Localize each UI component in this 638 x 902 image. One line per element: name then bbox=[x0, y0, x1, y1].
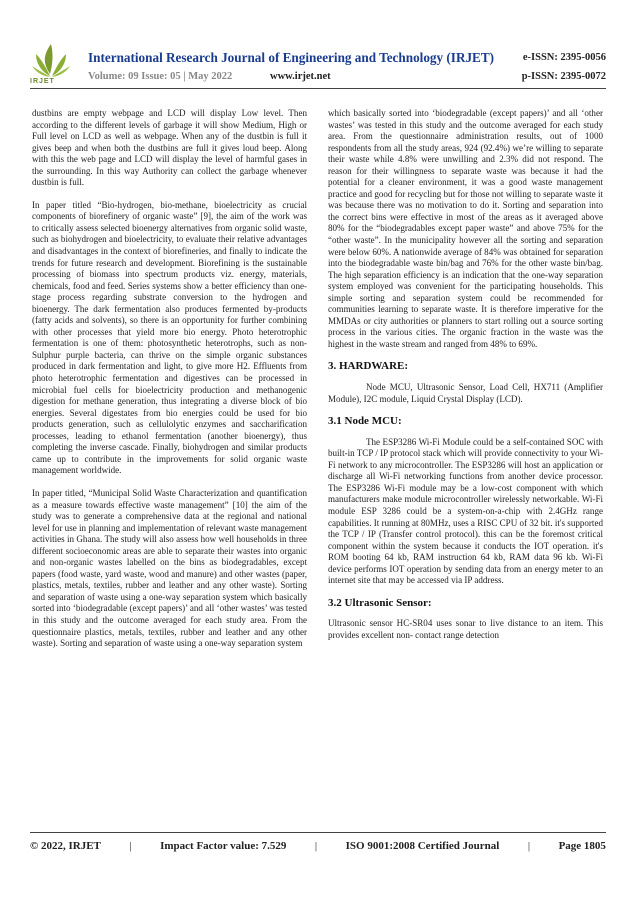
right-column bbox=[328, 108, 603, 652]
copyright: © 2022, IRJET bbox=[30, 840, 101, 852]
paragraph: The ESP3286 Wi-Fi Module could be a self-contained SOC with built-in TCP / IP protocol stack which will provide connectivity to your Wi-Fi network to any microcontroller. The ESP3286 will host an application or discharge all Wi-Fi networking functions from another device processor. The ESP3286 Wi-Fi module may be a low-cost component with which manufacturers make module microcontroller wirelessly networkable. Wi-Fi module ESP 3286 could be a system-on-a-chip with 2.4GHz range capabilities. It running at 80MHz, uses a RISC CPU of 32 bit. it's supported the TCP / IP (Transfer control protocol). this can be the foremost critical component within the system because it conducts the IOT operation. it's ROM booting 64 kb, RAM instruction 64 kb, RAM data 96 kb. Wi-Fi device performs IOT operation by sending data from an energy meter to an internet site that may be accessed via IP address. bbox=[328, 436, 603, 586]
impact-factor: Impact Factor value: 7.529 bbox=[160, 840, 287, 852]
footer-separator: | bbox=[527, 840, 531, 852]
footer bbox=[30, 840, 606, 852]
section-heading-ultrasonic: 3.2 Ultrasonic Sensor: bbox=[328, 596, 432, 609]
p-issn: p-ISSN: 2395-0072 bbox=[521, 71, 606, 82]
footer-divider bbox=[30, 832, 606, 833]
header-divider bbox=[30, 88, 606, 89]
paragraph: In paper titled, “Municipal Solid Waste Characterization and quantification as a measure towards effective waste management” [10] the aim of the study was to generate a comprehensive data at the regional and national level for use in planning and implementation of relevant waste management activities in Ghana. The study will also assess how well households in three different socioeconomic areas are able to separate their wastes into organic and non-organic wastes labelled on the bins as biodegradables, except papers (food waste, yard waste, wood and manure) and other wastes (paper, plastics, metals, textiles, rubber and leather and any other waste). Sorting and separation of waste using a one-way separation system which basically sorted into ‘biodegradable (except papers)’ and all ‘other wastes’ was tested in this study and the outcome averaged for each study area. From the questionnaire plastics, metals, textiles, rubber and leather and any other waste). Sorting and separation of waste using a one-way separation system bbox=[32, 487, 307, 649]
section-heading-hardware: 3. HARDWARE: bbox=[328, 360, 409, 373]
e-issn: e-ISSN: 2395-0056 bbox=[522, 52, 606, 63]
website-link[interactable]: www.irjet.net bbox=[270, 71, 331, 82]
paragraph: dustbins are empty webpage and LCD will display Low level. Then according to the different levels of garbage it will show Medium, High or Full level on LCD as well as webpage. When any of the dustbin is full it gives beep and when both the dustbins are full it gives loud beep. Along with this the web page and LCD will display the level of harmful gases in the surrounding. In this way Authority can collect the garbage whenever dustbin is full. bbox=[32, 108, 307, 188]
iso-certification: ISO 9001:2008 Certified Journal bbox=[345, 840, 500, 852]
page-number: Page 1805 bbox=[558, 840, 606, 852]
volume-issue: Volume: 09 Issue: 05 | May 2022 bbox=[88, 71, 233, 82]
paragraph: which basically sorted into ‘biodegradable (except papers)’ and all ‘other wastes’ was tested in this study and the outcome averaged for each study area. From the questionnaire administration results, out of 1000 respondents from all the study areas, 924 (92.4%) we’re willing to separate their waste while 4.8% were unwilling and 2.3% did not respond. The reason for their willingness to separate waste was because it had the potential for a cleaner environment, it was a good waste management practice and good for recycling but for those not willing to separate waste it was because there was no motivation to do it. Sorting and separation into the correct bins were effective in most of the areas as it averaged above 80% for the “biodegradables except paper waste” and above 75% for the “other waste”. In the municipality however all the sorting and separation were below 60%. A nationwide average of 84% was obtained for separation into the biodegradable waste bin/bag and 76% for the other waste bin/bag. The high separation efficiency is an indication that the one-way separation system employed was convenient for the participating households. This simple sorting and separation system could be recommended for communities learning to separate waste. It is therefore imperative for the MMDAs or city authorities or planners to start rolling out a source sorting process in the various cities. The organic fraction in the waste was the highest in the waste stream and ranged from 48% to 69%. bbox=[328, 108, 603, 349]
footer-separator: | bbox=[314, 840, 318, 852]
journal-title: International Research Journal of Engineering and Technology (IRJET) bbox=[88, 50, 495, 65]
logo-text: IRJET bbox=[30, 78, 55, 85]
paragraph: In paper titled “Bio-hydrogen, bio-methane, bioelectricity as crucial components of biorefinery of organic waste” [9], the aim of the work was to critically assess selected bioenergy alternatives from organic solid waste, such as biohydrogen and bioelectricity, to evaluate their relative advantages and disadvantages in the context of biorefineries, and finally to indicate the trends for future research and development. Biorefining is the sustainable processing of biomass into spectrum products viz. energy, materials, chemicals, food and feed. Series systems show a better efficiency than one-stage process regarding substrate conversion to the hydrogen and bioenergy. The dark fermentation also produces fermented by-products (fatty acids and solvents), so there is an opportunity for further combining with other processes that yield more bio energy. Photo heterotrophic fermentation is one of them: photosynthetic heterotrophs, such as non-Sulphur purple bacteria, can thrive on the simple organic substances produced in dark fermentation and light, to give more H2. Effluents from photo heterotrophic fermentation and digestives can be processed in microbial fuel cells for bioelectricity production and methanogenic digestion for methane generation, thus integrating a diverse block of bio energies. Several digestates from bio energies could be used for bio products generation, such as cellulolytic enzymes and saccharification processes, leading to ethanol fermentation (another bioenergy), thus completing the inverse cascade. Finally, biohydrogen and similar products came up to contribute in the improvements for solid organic waste management worldwide. bbox=[32, 199, 307, 476]
paragraph: Ultrasonic sensor HC-SR04 uses sonar to live distance to an item. This provides excellent non- contact range detection bbox=[328, 618, 603, 640]
paragraph: Node MCU, Ultrasonic Sensor, Load Cell, HX711 (Amplifier Module), I2C module, Liquid Crystal Display (LCD). bbox=[328, 382, 603, 404]
footer-separator: | bbox=[129, 840, 132, 852]
left-column bbox=[32, 108, 307, 661]
section-heading-nodemcu: 3.1 Node MCU: bbox=[328, 415, 402, 428]
